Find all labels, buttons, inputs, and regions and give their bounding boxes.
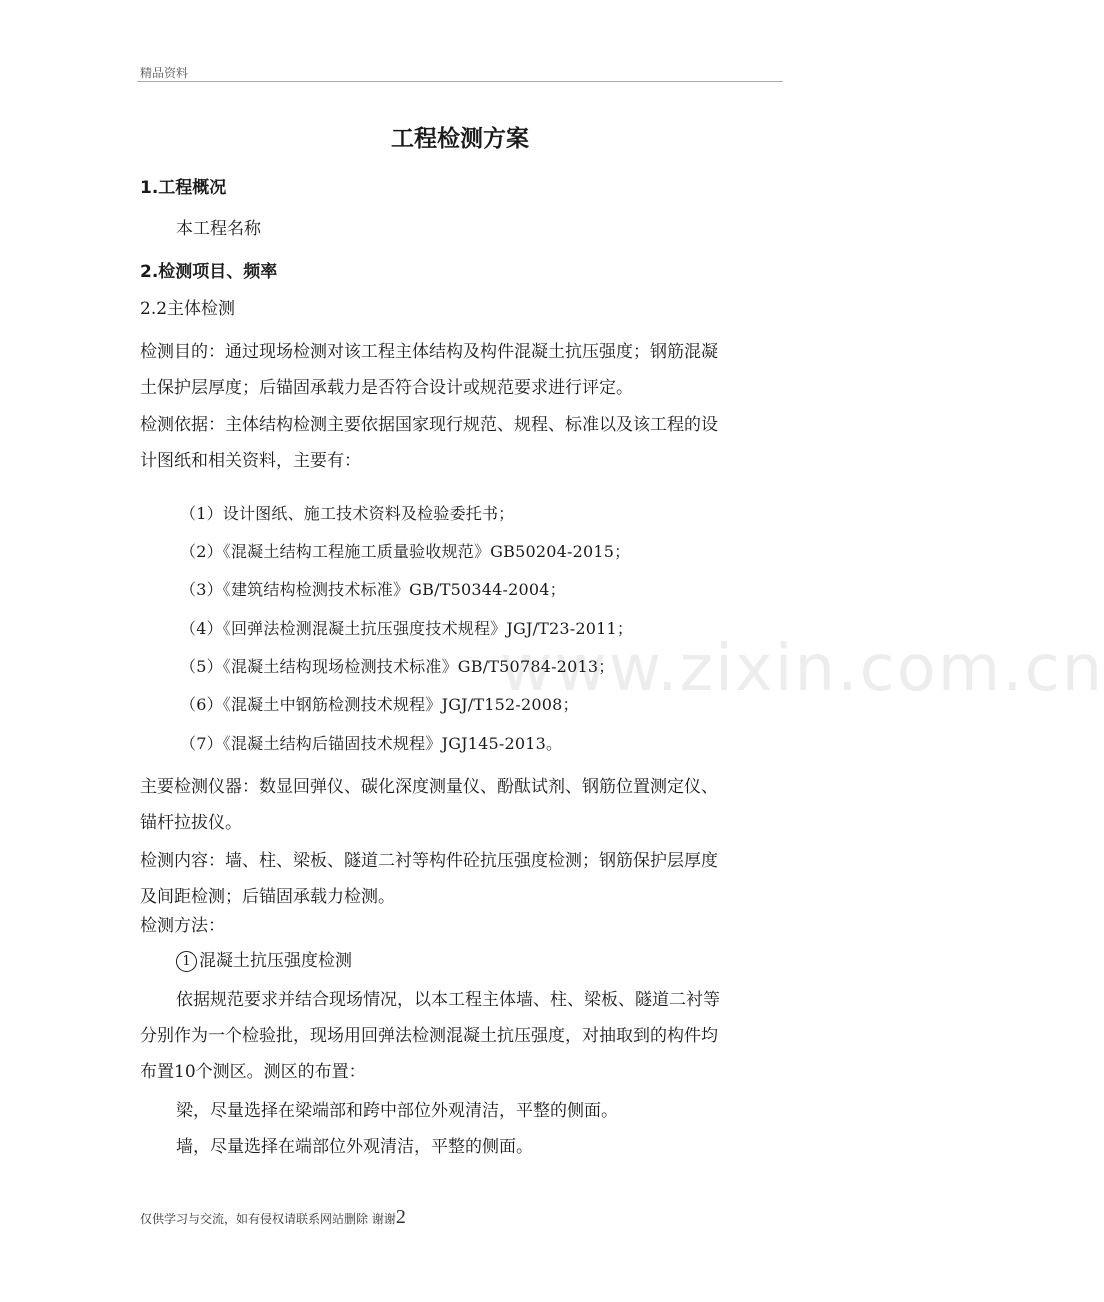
basis-line-2: 计图纸和相关资料，主要有： — [140, 451, 361, 471]
method-item-1 — [176, 946, 352, 972]
instruments-line-2: 锚杆拉拔仪。 — [140, 813, 242, 833]
page-footer — [140, 1206, 406, 1229]
basis-line-1: 检测依据：主体结构检测主要依据国家现行规范、规程、标准以及该工程的设 — [140, 415, 718, 435]
wall-placement-text: 墙，尽量选择在端部位外观清洁，平整的侧面。 — [176, 1137, 533, 1157]
method-para-line-2: 分别作为一个检验批，现场用回弹法检测混凝土抗压强度，对抽取到的构件均 — [140, 1026, 718, 1046]
reference-item: （7）《混凝土结构后锚固技术规程》JGJ145-2013。 — [180, 734, 563, 753]
reference-item: （1）设计图纸、施工技术资料及检验委托书； — [180, 504, 515, 523]
reference-item: （6）《混凝土中钢筋检测技术规程》JGJ/T152-2008； — [180, 695, 579, 714]
document-title: 工程检测方案 — [391, 126, 529, 152]
content-line-1: 检测内容：墙、柱、梁板、隧道二衬等构件砼抗压强度检测；钢筋保护层厚度 — [140, 851, 718, 871]
project-name-text: 本工程名称 — [176, 219, 261, 239]
section-2-heading: 2.检测项目、频率 — [140, 262, 278, 282]
content-line-2: 及间距检测；后锚固承载力检测。 — [140, 887, 395, 907]
instruments-line-1: 主要检测仪器：数显回弹仪、碳化深度测量仪、酚酞试剂、钢筋位置测定仪、 — [140, 777, 718, 797]
method-item-1-title: 混凝土抗压强度检测 — [199, 951, 352, 971]
circled-number-1: 1 — [176, 951, 197, 972]
beam-placement-text: 梁，尽量选择在梁端部和跨中部位外观清洁，平整的侧面。 — [176, 1101, 618, 1121]
page-number: 2 — [395, 1206, 406, 1228]
reference-item: （4）《回弹法检测混凝土抗压强度技术规程》JGJ/T23-2011； — [180, 619, 634, 638]
reference-item: （2）《混凝土结构工程施工质量验收规范》GB50204-2015； — [180, 542, 631, 561]
purpose-line-2: 土保护层厚度；后锚固承载力是否符合设计或规范要求进行评定。 — [140, 378, 633, 398]
method-para-line-1: 依据规范要求并结合现场情况，以本工程主体墙、柱、梁板、隧道二衬等 — [176, 990, 720, 1010]
footer-disclaimer: 仅供学习与交流，如有侵权请联系网站删除 谢谢 — [140, 1212, 396, 1226]
section-1-heading: 1.工程概况 — [140, 178, 227, 198]
subsection-2-2-heading: 2.2主体检测 — [140, 299, 236, 319]
watermark: www.zixin.com.cn — [500, 632, 1104, 706]
reference-item: （5）《混凝土结构现场检测技术标准》GB/T50784-2013； — [180, 657, 615, 676]
reference-item: （3）《建筑结构检测技术标准》GB/T50344-2004； — [180, 580, 566, 599]
purpose-line-1: 检测目的：通过现场检测对该工程主体结构及构件混凝土抗压强度；钢筋混凝 — [140, 342, 718, 362]
method-label: 检测方法： — [140, 916, 225, 936]
method-para-line-3: 布置10个测区。测区的布置： — [140, 1062, 366, 1082]
header-divider — [137, 81, 783, 82]
page-header-label: 精品资料 — [140, 66, 189, 80]
